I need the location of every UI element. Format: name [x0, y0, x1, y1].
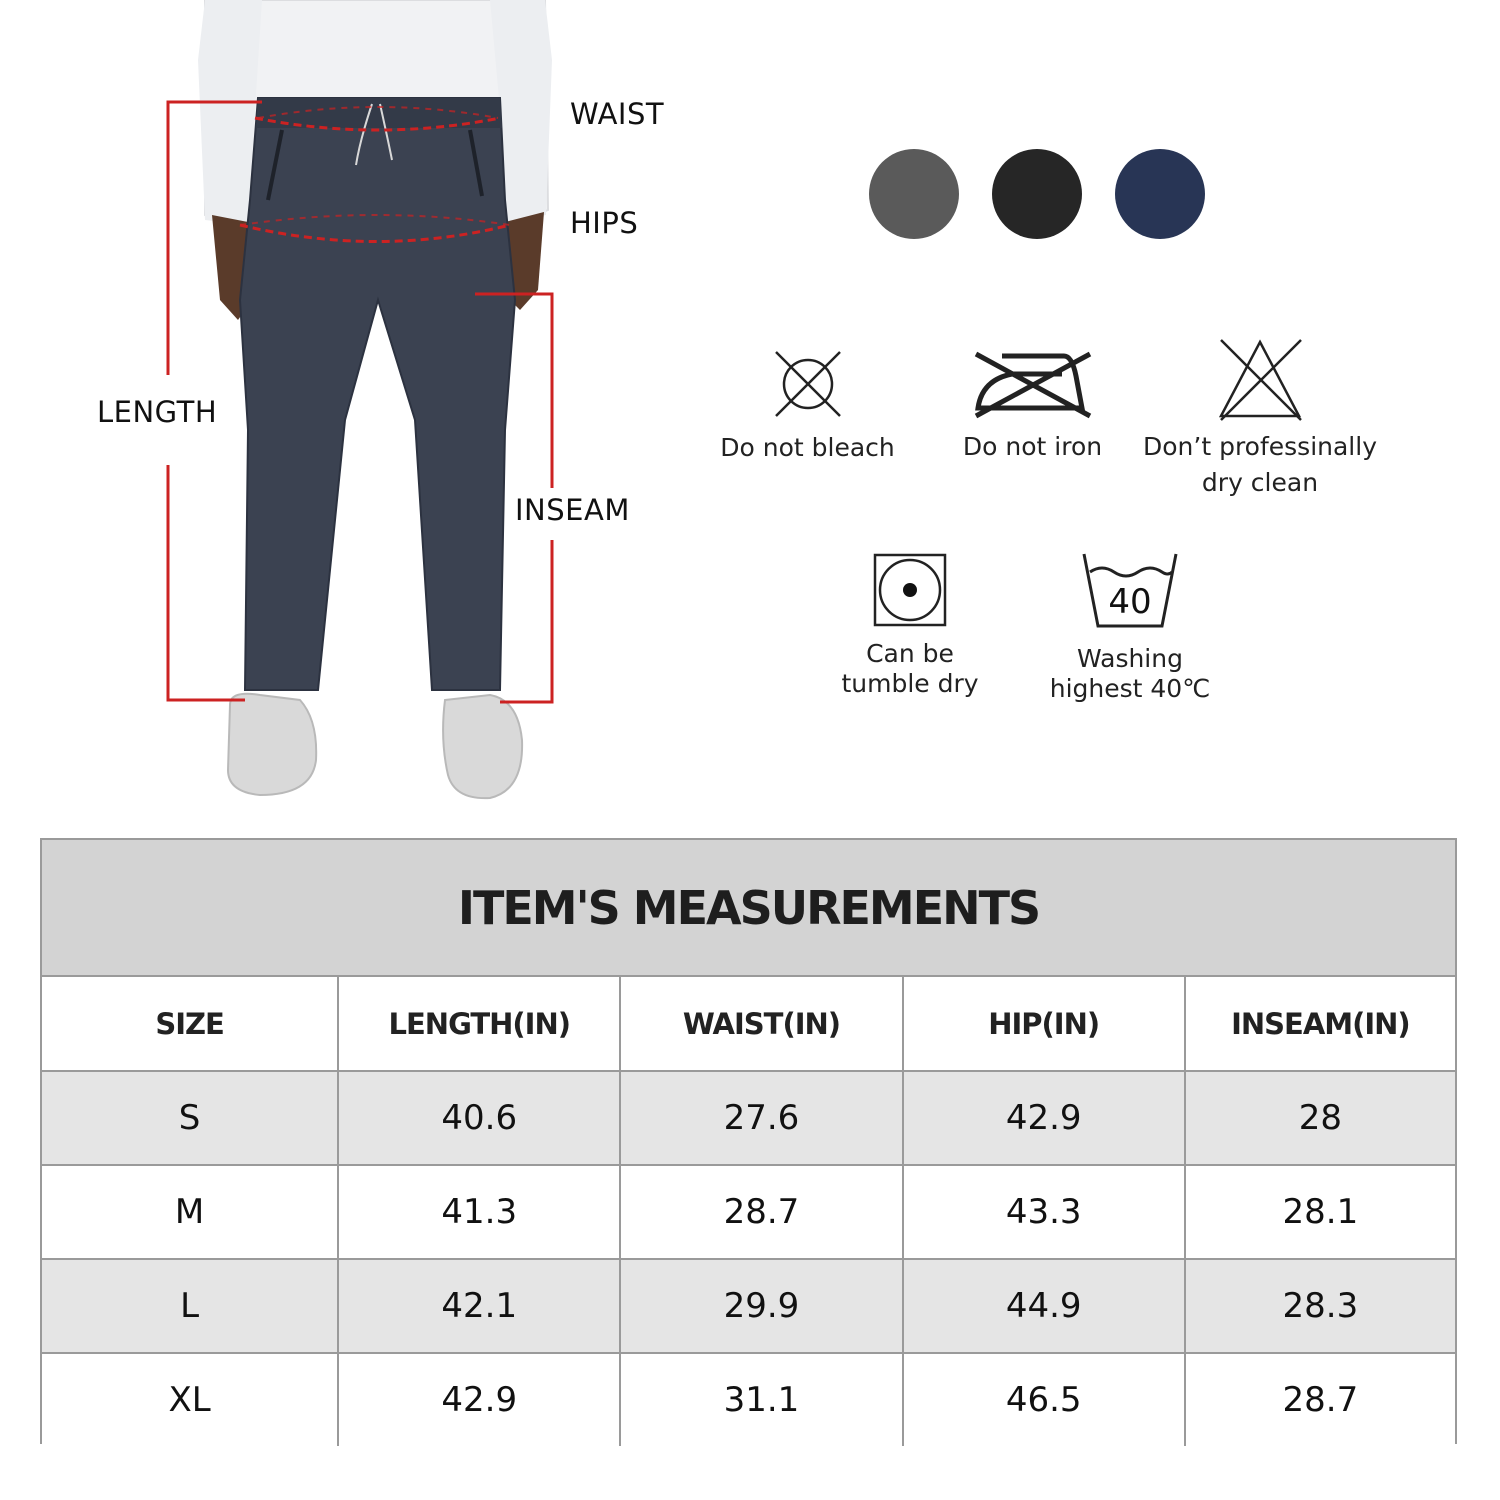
table-row: [42, 1164, 1455, 1258]
table-title: ITEM'S MEASUREMENTS: [457, 880, 1040, 935]
care-label-line1: Don’t professinally: [1142, 432, 1377, 461]
care-no-bleach: [700, 350, 915, 464]
hip-cell: 44.9: [904, 1260, 1186, 1352]
table-row: [42, 1352, 1455, 1446]
inseam-label: INSEAM: [515, 493, 630, 527]
table-header-row: [42, 977, 1455, 1070]
inseam-cell: 28.1: [1282, 1192, 1359, 1232]
header-size: SIZE: [42, 977, 339, 1070]
header-inseam: INSEAM(IN): [1231, 1006, 1410, 1041]
care-tumble-dry: [825, 553, 995, 700]
header-waist: WAIST(IN): [621, 977, 903, 1070]
header-length: LENGTH(IN): [339, 977, 621, 1070]
care-no-iron: [935, 350, 1130, 463]
size-cell: M: [42, 1166, 339, 1258]
size-cell: XL: [42, 1354, 339, 1446]
inseam-cell: 28: [1298, 1098, 1343, 1138]
inseam-cell: 28.7: [1282, 1380, 1359, 1420]
hip-cell: 42.9: [904, 1072, 1186, 1164]
waist-label: WAIST: [570, 97, 665, 131]
table-row: [42, 1070, 1455, 1164]
care-wash-40: [1040, 550, 1220, 705]
length-cell: 42.1: [339, 1260, 621, 1352]
tumble-dry-icon: [873, 553, 947, 627]
no-iron-icon: [972, 350, 1094, 420]
care-label-line1: Can be: [866, 639, 954, 668]
waist-cell: 31.1: [621, 1354, 903, 1446]
size-cell: L: [42, 1260, 339, 1352]
waist-cell: 29.9: [621, 1260, 903, 1352]
care-label: Do not iron: [962, 432, 1103, 461]
header-hip: HIP(IN): [904, 977, 1186, 1070]
table-row: [42, 1258, 1455, 1352]
length-cell: 41.3: [339, 1166, 621, 1258]
care-label-line2: highest 40℃: [1049, 674, 1211, 703]
color-swatch-navy[interactable]: [1115, 149, 1205, 239]
hips-label: HIPS: [570, 206, 639, 240]
size-chart-table: [40, 838, 1457, 1444]
size-cell: S: [42, 1072, 339, 1164]
care-no-dry-clean: [1140, 338, 1380, 499]
care-label-line2: tumble dry: [841, 669, 979, 698]
no-bleach-icon: [773, 350, 843, 418]
care-label-line2: dry clean: [1201, 468, 1319, 497]
color-swatch-gray[interactable]: [869, 149, 959, 239]
no-dry-clean-icon: [1217, 338, 1303, 422]
length-label: LENGTH: [97, 395, 218, 429]
care-label-line1: Washing: [1077, 644, 1183, 673]
color-swatch-black[interactable]: [992, 149, 1082, 239]
inseam-cell: 28.3: [1282, 1286, 1359, 1326]
waist-cell: 28.7: [621, 1166, 903, 1258]
hip-cell: 43.3: [904, 1166, 1186, 1258]
waist-cell: 27.6: [621, 1072, 903, 1164]
length-cell: 40.6: [339, 1072, 621, 1164]
length-cell: 42.9: [339, 1354, 621, 1446]
hip-cell: 46.5: [904, 1354, 1186, 1446]
wash-temperature-text: 40: [1108, 582, 1152, 622]
care-label: Do not bleach: [720, 433, 895, 462]
table-title-bar: [42, 840, 1455, 977]
